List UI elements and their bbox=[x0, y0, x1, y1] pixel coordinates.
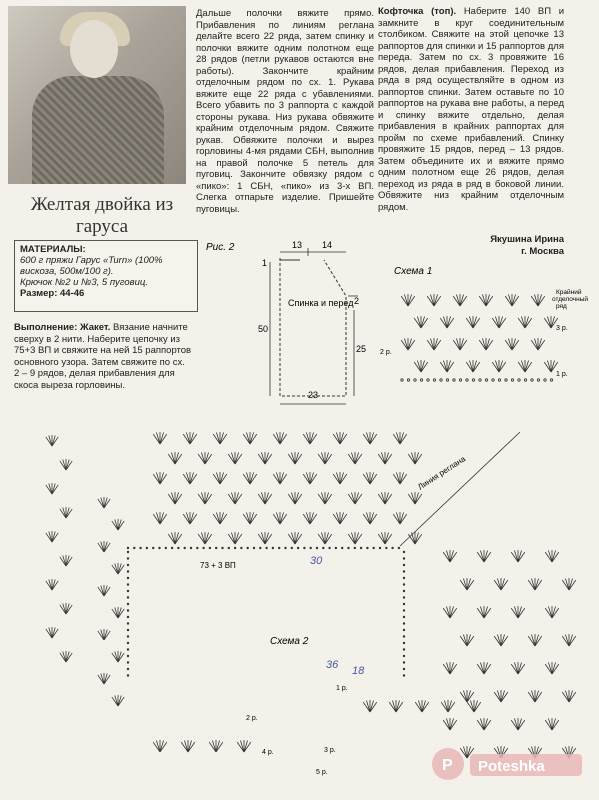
chain-dot bbox=[284, 547, 286, 549]
chain-dot bbox=[139, 547, 141, 549]
fan-symbol bbox=[98, 629, 110, 640]
fan-symbol bbox=[168, 492, 182, 504]
fan-symbol bbox=[477, 606, 491, 618]
fan-symbol bbox=[98, 673, 110, 684]
chain-dot bbox=[524, 379, 526, 381]
fan-symbol bbox=[98, 585, 110, 596]
fan-symbol bbox=[562, 690, 576, 702]
chain-dot bbox=[127, 668, 129, 670]
author-block bbox=[380, 234, 564, 258]
fig2-dim-right: 25 bbox=[356, 344, 367, 354]
fan-symbol bbox=[363, 472, 377, 484]
chain-dot bbox=[240, 547, 242, 549]
chain-dot bbox=[544, 379, 546, 381]
chain-dot bbox=[403, 583, 405, 585]
fan-symbol bbox=[153, 740, 167, 752]
fan-symbol bbox=[363, 432, 377, 444]
fan-symbol bbox=[545, 662, 559, 674]
fan-symbol bbox=[460, 690, 474, 702]
watermark-logo bbox=[430, 742, 590, 788]
chain-dot bbox=[401, 379, 403, 381]
fan-symbol bbox=[562, 634, 576, 646]
fan-symbol bbox=[545, 606, 559, 618]
chain-dot bbox=[459, 379, 461, 381]
fan-symbol bbox=[183, 432, 197, 444]
chain-dot bbox=[184, 547, 186, 549]
figure-2-pattern bbox=[196, 236, 374, 410]
chain-dot bbox=[127, 609, 129, 611]
fan-symbol bbox=[98, 541, 110, 552]
fan-symbol bbox=[318, 452, 332, 464]
scheme2-symbols bbox=[46, 432, 576, 758]
fan-symbol bbox=[153, 512, 167, 524]
chain-dot bbox=[209, 547, 211, 549]
fan-symbol bbox=[46, 579, 58, 590]
chain-dot bbox=[127, 603, 129, 605]
fan-symbol bbox=[112, 519, 124, 530]
fan-symbol bbox=[511, 550, 525, 562]
chain-dot bbox=[492, 379, 494, 381]
chain-dot bbox=[265, 547, 267, 549]
fan-symbol bbox=[181, 740, 195, 752]
fan-symbol bbox=[363, 700, 377, 712]
chain-dot bbox=[196, 547, 198, 549]
jacket-lead: Выполнение: Жакет. bbox=[14, 322, 111, 333]
fan-symbol bbox=[492, 360, 506, 372]
fan-symbol bbox=[479, 294, 493, 306]
chain-dot bbox=[427, 379, 429, 381]
fan-symbol bbox=[401, 294, 415, 306]
top-body: Наберите 140 ВП и замкните в круг соединительным столбиком. Свяжите на этой цепочке 13 раппортов для спинки и 15 раппортов для переда. Затем по сх. 3 провяжите 16 рядов, делая прибавления. Переход из ряда в ряд осуществляйте в одном из раппортов спинки. Затем оставьте по 10 раппортов на рукава вне работы, а перед и спинку вяжите отдельно, делая прибавления в крайних раппортах для пройм по схеме прибавлений. Спинку провяжите 15 рядов, перед – 13 рядов. Затем объедините их и вяжите прямо одним полотном еще 26 рядов, делая переход из ряда в ряд в боковой линии. Обвяжите низ крайним отделочным рядом. bbox=[378, 6, 564, 213]
scheme2-chain bbox=[127, 547, 405, 677]
chain-dot bbox=[366, 547, 368, 549]
fan-symbol bbox=[168, 532, 182, 544]
fan-symbol bbox=[477, 550, 491, 562]
fan-symbol bbox=[427, 294, 441, 306]
fan-symbol bbox=[460, 634, 474, 646]
chain-dot bbox=[453, 379, 455, 381]
fan-symbol bbox=[288, 452, 302, 464]
fan-symbol bbox=[348, 452, 362, 464]
chain-dot bbox=[221, 547, 223, 549]
chain-dot bbox=[341, 547, 343, 549]
chain-dot bbox=[146, 547, 148, 549]
svg-text:Poteshka: Poteshka bbox=[478, 758, 545, 775]
fan-symbol bbox=[545, 550, 559, 562]
scheme1-symbols bbox=[401, 294, 558, 381]
fan-symbol bbox=[408, 532, 422, 544]
fan-symbol bbox=[545, 718, 559, 730]
fan-symbol bbox=[198, 532, 212, 544]
fan-symbol bbox=[378, 452, 392, 464]
fan-symbol bbox=[243, 512, 257, 524]
fan-symbol bbox=[414, 360, 428, 372]
fan-symbol bbox=[198, 452, 212, 464]
fan-symbol bbox=[393, 432, 407, 444]
fan-symbol bbox=[153, 472, 167, 484]
fan-symbol bbox=[453, 294, 467, 306]
chain-dot bbox=[127, 661, 129, 663]
fan-symbol bbox=[46, 627, 58, 638]
chain-dot bbox=[158, 547, 160, 549]
fan-symbol bbox=[528, 690, 542, 702]
chain-dot bbox=[479, 379, 481, 381]
fan-symbol bbox=[466, 360, 480, 372]
fan-symbol bbox=[505, 338, 519, 350]
chain-dot bbox=[127, 655, 129, 657]
chain-dot bbox=[403, 642, 405, 644]
fan-symbol bbox=[273, 512, 287, 524]
chain-dot bbox=[127, 635, 129, 637]
fan-symbol bbox=[60, 603, 72, 614]
chain-dot bbox=[171, 547, 173, 549]
fan-symbol bbox=[228, 532, 242, 544]
fan-symbol bbox=[415, 700, 429, 712]
fan-symbol bbox=[243, 472, 257, 484]
chain-dot bbox=[177, 547, 179, 549]
continued-instructions: Дальше полочки вяжите прямо. Прибавления по линиям реглана делайте всего 22 ряда, затем спинку и полочки вяжите одним полотном еще 28 рядов (петли рукавов остаются вне работы). Закончите крайним отделочным рядом по сх. 1. Рукава вяжите еще 22 ряда с убавлениями. Всего убавить по 3 раппорта с каждой стороны рукава. Низ рукава обвяжите крайним отделочным рядом. Свяжите рукав. Обвяжите полочки и вырез горловины 4-мя рядами СБН, выполнив на правой полочке 5 петель для пуговиц. Закончите обвязку рядом с «пико»: 1 СБН, «пико» из 3-х ВП. Слегка отпарьте изделие. Пришейте пуговицы. bbox=[196, 8, 374, 215]
fig2-dim-top-a: 13 bbox=[292, 240, 303, 250]
chain-dot bbox=[403, 551, 405, 553]
chain-dot bbox=[127, 674, 129, 676]
chain-dot bbox=[360, 547, 362, 549]
fig2-dim-left: 50 bbox=[258, 324, 269, 334]
fan-symbol bbox=[511, 662, 525, 674]
fan-symbol bbox=[443, 606, 457, 618]
materials-size: Размер: 44-46 bbox=[20, 288, 85, 299]
chain-dot bbox=[303, 547, 305, 549]
top-lead: Кофточка (топ). bbox=[378, 6, 457, 17]
chain-dot bbox=[335, 547, 337, 549]
fan-symbol bbox=[505, 294, 519, 306]
scheme1-edge-row: Крайний отделочный ряд bbox=[552, 289, 589, 310]
fan-symbol bbox=[408, 492, 422, 504]
fan-symbol bbox=[112, 695, 124, 706]
chain-dot bbox=[403, 577, 405, 579]
raglan-line bbox=[400, 432, 520, 546]
fan-symbol bbox=[198, 492, 212, 504]
fan-symbol bbox=[528, 578, 542, 590]
fan-symbol bbox=[303, 472, 317, 484]
fan-symbol bbox=[213, 472, 227, 484]
fan-symbol bbox=[288, 532, 302, 544]
chain-dot bbox=[433, 379, 435, 381]
fan-symbol bbox=[363, 512, 377, 524]
chain-dot bbox=[498, 379, 500, 381]
fan-symbol bbox=[393, 512, 407, 524]
jacket-shape bbox=[32, 76, 164, 184]
fan-symbol bbox=[183, 472, 197, 484]
fan-symbol bbox=[393, 472, 407, 484]
chain-dot bbox=[127, 629, 129, 631]
fan-symbol bbox=[209, 740, 223, 752]
chain-dot bbox=[398, 547, 400, 549]
scheme2-row-5: 5 р. bbox=[316, 769, 328, 776]
chain-dot bbox=[127, 583, 129, 585]
materials-tools: Крючок №2 и №3, 5 пуговиц. bbox=[20, 277, 148, 288]
fan-symbol bbox=[46, 483, 58, 494]
fan-symbol bbox=[213, 512, 227, 524]
chain-dot bbox=[403, 616, 405, 618]
chain-dot bbox=[127, 590, 129, 592]
fan-symbol bbox=[288, 492, 302, 504]
scheme2-label: Схема 2 bbox=[270, 636, 309, 647]
face-shape bbox=[70, 20, 118, 78]
fan-symbol bbox=[237, 740, 251, 752]
fig2-piece-label: Спинка и перед bbox=[288, 298, 354, 308]
chain-dot bbox=[403, 655, 405, 657]
fan-symbol bbox=[389, 700, 403, 712]
chain-dot bbox=[440, 379, 442, 381]
scheme-1 bbox=[380, 262, 594, 398]
chain-dot bbox=[297, 547, 299, 549]
model-photo bbox=[8, 6, 186, 184]
fan-symbol bbox=[467, 700, 481, 712]
materials-box bbox=[14, 240, 198, 312]
fan-symbol bbox=[494, 634, 508, 646]
chain-dot bbox=[472, 379, 474, 381]
chain-dot bbox=[403, 674, 405, 676]
chain-dot bbox=[328, 547, 330, 549]
chain-dot bbox=[133, 547, 135, 549]
chain-dot bbox=[403, 609, 405, 611]
fan-symbol bbox=[112, 607, 124, 618]
chain-dot bbox=[127, 648, 129, 650]
chain-dot bbox=[127, 564, 129, 566]
fan-symbol bbox=[228, 452, 242, 464]
chain-dot bbox=[228, 547, 230, 549]
fan-symbol bbox=[518, 360, 532, 372]
chain-dot bbox=[152, 547, 154, 549]
chain-dot bbox=[379, 547, 381, 549]
chain-dot bbox=[550, 379, 552, 381]
chain-dot bbox=[316, 547, 318, 549]
jacket-instructions bbox=[14, 322, 192, 391]
fan-symbol bbox=[511, 718, 525, 730]
fan-symbol bbox=[258, 532, 272, 544]
fan-symbol bbox=[168, 452, 182, 464]
fan-symbol bbox=[348, 492, 362, 504]
author-city: г. Москва bbox=[521, 246, 564, 257]
fan-symbol bbox=[228, 492, 242, 504]
materials-yarn: 600 г пряжи Гарус «Turn» (100% вискоза, 500м/100 г). bbox=[20, 255, 163, 277]
fan-symbol bbox=[46, 435, 58, 446]
fan-symbol bbox=[443, 662, 457, 674]
chain-dot bbox=[127, 622, 129, 624]
chain-dot bbox=[518, 379, 520, 381]
chain-dot bbox=[407, 379, 409, 381]
chain-dot bbox=[202, 547, 204, 549]
fan-symbol bbox=[440, 316, 454, 328]
handwritten-18: 18 bbox=[352, 665, 365, 677]
chain-dot bbox=[537, 379, 539, 381]
chain-dot bbox=[127, 642, 129, 644]
jacket-body: Вязание начните сверху в 2 нити. Наберите цепочку из 75+3 ВП и свяжите на ней 15 раппортов основного узора. Затем свяжите по сх. 2 – 9 рядов, делая прибавления для скоса выреза горловины. bbox=[14, 322, 192, 391]
scheme2-raglan: Линия реглана bbox=[416, 454, 468, 492]
chain-dot bbox=[403, 648, 405, 650]
scheme1-label: Схема 1 bbox=[394, 266, 433, 277]
chain-dot bbox=[127, 577, 129, 579]
fan-symbol bbox=[348, 532, 362, 544]
chain-dot bbox=[466, 379, 468, 381]
chain-dot bbox=[234, 547, 236, 549]
scheme2-row-3: 3 р. bbox=[324, 747, 336, 754]
chain-dot bbox=[247, 547, 249, 549]
chain-dot bbox=[403, 629, 405, 631]
chain-dot bbox=[505, 379, 507, 381]
chain-dot bbox=[420, 379, 422, 381]
fan-symbol bbox=[443, 718, 457, 730]
chain-dot bbox=[278, 547, 280, 549]
chain-dot bbox=[485, 379, 487, 381]
fan-symbol bbox=[441, 700, 455, 712]
fig2-dim-small-a: 1 bbox=[262, 258, 268, 268]
fan-symbol bbox=[460, 578, 474, 590]
fan-symbol bbox=[303, 432, 317, 444]
article-title: Желтая двойка из гаруса bbox=[30, 194, 174, 237]
chain-dot bbox=[403, 622, 405, 624]
svg-text:P: P bbox=[442, 757, 453, 774]
fan-symbol bbox=[440, 360, 454, 372]
fan-symbol bbox=[494, 690, 508, 702]
chain-dot bbox=[403, 603, 405, 605]
scheme2-row-4: 4 р. bbox=[262, 749, 274, 756]
chain-dot bbox=[385, 547, 387, 549]
fan-symbol bbox=[273, 472, 287, 484]
fan-symbol bbox=[258, 492, 272, 504]
chain-dot bbox=[403, 570, 405, 572]
author-name: Якушина Ирина bbox=[490, 234, 564, 245]
chain-dot bbox=[127, 616, 129, 618]
fan-symbol bbox=[46, 531, 58, 542]
fan-symbol bbox=[273, 432, 287, 444]
fig2-dim-top-b: 14 bbox=[322, 240, 333, 250]
chain-dot bbox=[127, 551, 129, 553]
chain-dot bbox=[215, 547, 217, 549]
scheme2-row-1: 1 р. bbox=[336, 685, 348, 692]
fan-symbol bbox=[318, 532, 332, 544]
handwritten-30: 30 bbox=[310, 555, 323, 567]
chain-dot bbox=[391, 547, 393, 549]
fan-symbol bbox=[60, 651, 72, 662]
fan-symbol bbox=[531, 294, 545, 306]
chain-dot bbox=[127, 570, 129, 572]
fan-symbol bbox=[333, 512, 347, 524]
chain-dot bbox=[253, 547, 255, 549]
chain-dot bbox=[403, 635, 405, 637]
fan-symbol bbox=[112, 563, 124, 574]
chain-dot bbox=[414, 379, 416, 381]
scheme2-chain-label: 73 + 3 ВП bbox=[200, 561, 236, 570]
fan-symbol bbox=[518, 316, 532, 328]
fan-symbol bbox=[477, 662, 491, 674]
fan-symbol bbox=[466, 316, 480, 328]
chain-dot bbox=[403, 590, 405, 592]
scheme1-row-3: 3 р. bbox=[556, 325, 568, 332]
chain-dot bbox=[403, 596, 405, 598]
fan-symbol bbox=[153, 432, 167, 444]
chain-dot bbox=[322, 547, 324, 549]
chain-dot bbox=[190, 547, 192, 549]
fan-symbol bbox=[213, 432, 227, 444]
scheme1-row-1: 1 р. bbox=[556, 371, 568, 378]
fan-symbol bbox=[408, 452, 422, 464]
fan-symbol bbox=[318, 492, 332, 504]
fan-symbol bbox=[443, 550, 457, 562]
fan-symbol bbox=[401, 338, 415, 350]
fan-symbol bbox=[494, 578, 508, 590]
fan-symbol bbox=[183, 512, 197, 524]
chain-dot bbox=[403, 661, 405, 663]
fan-symbol bbox=[427, 338, 441, 350]
top-instructions bbox=[378, 6, 564, 213]
chain-dot bbox=[127, 596, 129, 598]
fan-symbol bbox=[60, 555, 72, 566]
fan-symbol bbox=[333, 472, 347, 484]
fan-symbol bbox=[453, 338, 467, 350]
chain-dot bbox=[446, 379, 448, 381]
chain-dot bbox=[373, 547, 375, 549]
fig2-outline bbox=[280, 258, 346, 396]
chain-dot bbox=[403, 557, 405, 559]
fan-symbol bbox=[378, 532, 392, 544]
handwritten-36: 36 bbox=[326, 659, 339, 671]
fan-symbol bbox=[243, 432, 257, 444]
fan-symbol bbox=[333, 432, 347, 444]
fan-symbol bbox=[60, 459, 72, 470]
chain-dot bbox=[272, 547, 274, 549]
fan-symbol bbox=[303, 512, 317, 524]
fan-symbol bbox=[414, 316, 428, 328]
chain-dot bbox=[403, 564, 405, 566]
chain-dot bbox=[403, 668, 405, 670]
chain-dot bbox=[531, 379, 533, 381]
scheme1-row-2: 2 р. bbox=[380, 349, 392, 356]
chain-dot bbox=[127, 557, 129, 559]
fan-symbol bbox=[258, 452, 272, 464]
chain-dot bbox=[310, 547, 312, 549]
chain-dot bbox=[347, 547, 349, 549]
materials-heading: МАТЕРИАЛЫ: bbox=[20, 244, 86, 255]
fan-symbol bbox=[477, 718, 491, 730]
fan-symbol bbox=[60, 507, 72, 518]
chain-dot bbox=[259, 547, 261, 549]
fan-symbol bbox=[112, 651, 124, 662]
chain-dot bbox=[127, 547, 129, 549]
chain-dot bbox=[354, 547, 356, 549]
fan-symbol bbox=[562, 578, 576, 590]
scheme2-row-2: 2 р. bbox=[246, 715, 258, 722]
chain-dot bbox=[511, 379, 513, 381]
fig2-label: Рис. 2 bbox=[206, 242, 235, 253]
chain-dot bbox=[165, 547, 167, 549]
fig2-dim-bottom: 23 bbox=[308, 390, 319, 400]
fan-symbol bbox=[511, 606, 525, 618]
fan-symbol bbox=[378, 492, 392, 504]
fan-symbol bbox=[492, 316, 506, 328]
fan-symbol bbox=[528, 634, 542, 646]
fan-symbol bbox=[531, 338, 545, 350]
chain-dot bbox=[291, 547, 293, 549]
fan-symbol bbox=[98, 497, 110, 508]
fig2-dim-small-b: 2 bbox=[354, 296, 360, 306]
fan-symbol bbox=[479, 338, 493, 350]
